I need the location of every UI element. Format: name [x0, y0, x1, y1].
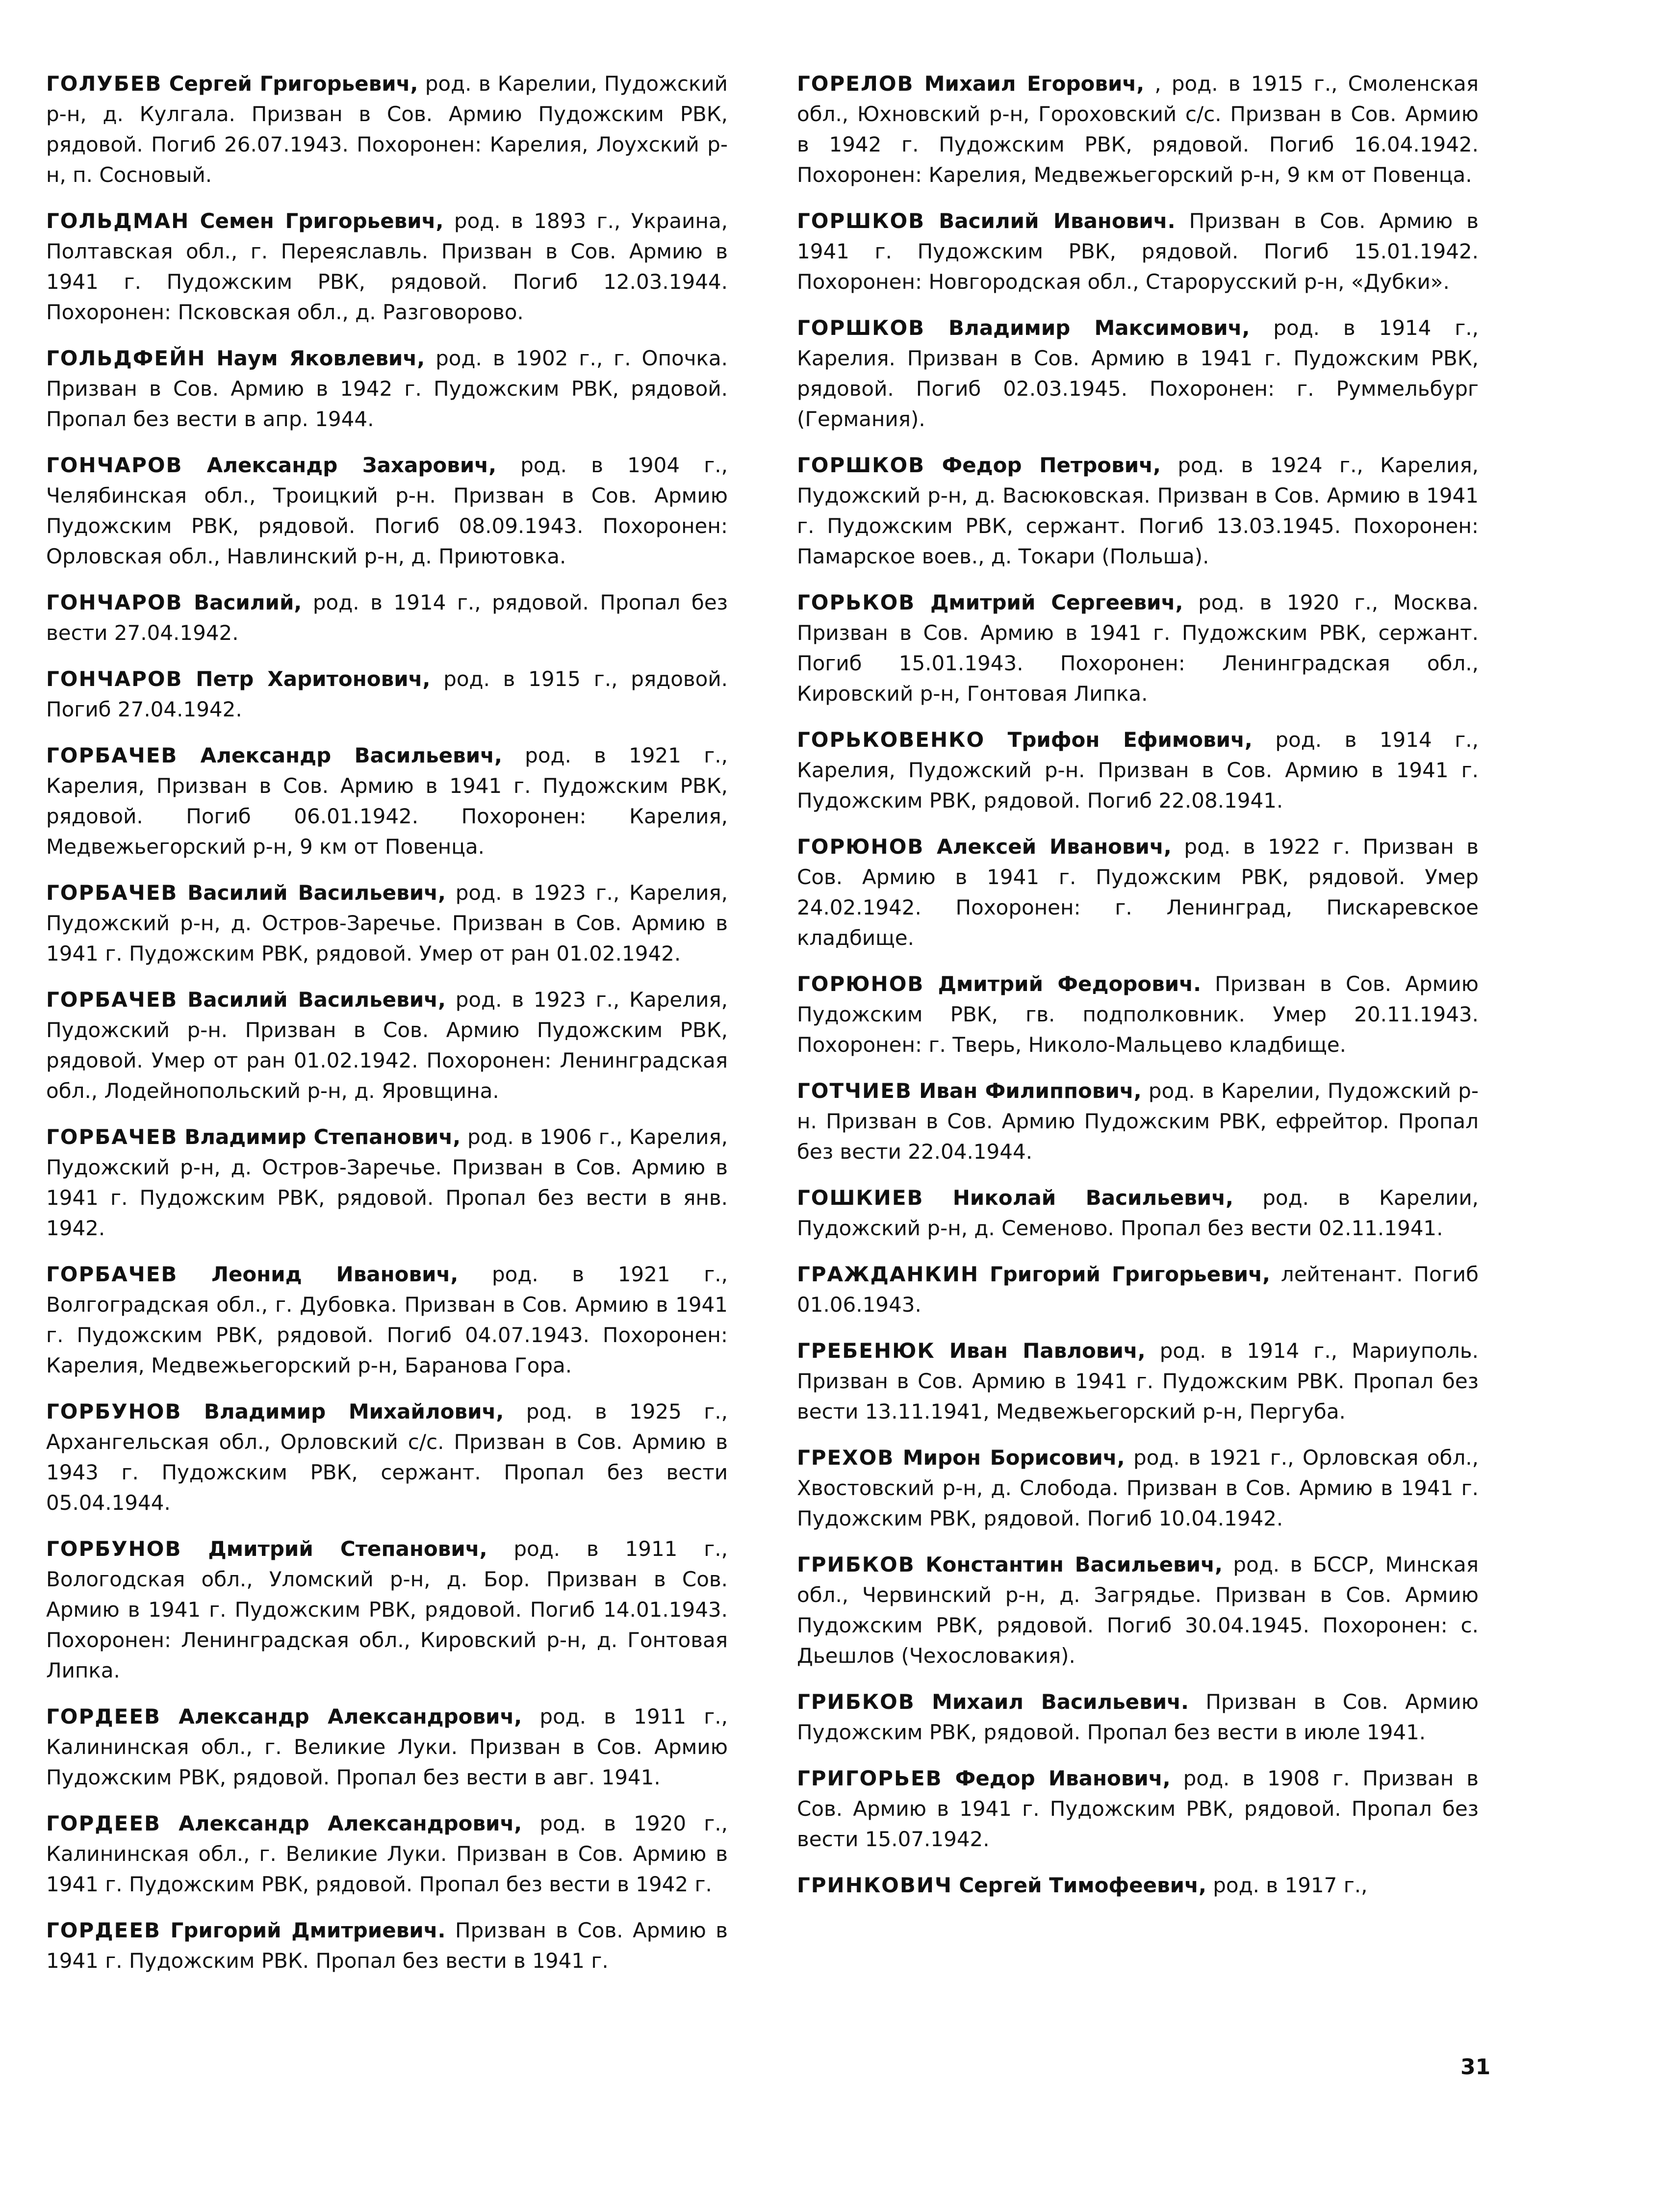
- entry-text: род. в 1914 г., Мариуполь. Призван в Сов. Армию в 1941 г. Пудожским РВК. Пропал без вести 13.11.1941, Медвежьегорский р-н, Пергуба.: [797, 1339, 1479, 1424]
- entry-given-name: Александр Александрович,: [179, 1704, 522, 1729]
- entry-text: род. в 1917 г.,: [1213, 1873, 1368, 1897]
- entry-surname: ГРЕХОВ: [797, 1446, 895, 1470]
- entry-text: род. в БССР, Минская обл., Червинский р-н, д. Загрядье. Призван в Сов. Армию Пудожским РВК, рядовой. Погиб 30.04.1945. Похоронен: с. Дьешлов (Чехословакия).: [797, 1552, 1479, 1668]
- entry-text: лейтенант. Погиб 01.06.1943.: [797, 1262, 1479, 1317]
- biography-entry: [46, 878, 728, 969]
- biography-entry: [46, 985, 728, 1106]
- entry-given-name: Василий Васильевич,: [187, 881, 446, 905]
- entry-surname: ГОРДЕЕВ: [46, 1811, 161, 1835]
- entry-given-name: Василий,: [194, 590, 302, 614]
- biography-entry: [797, 1550, 1479, 1671]
- left-column: [46, 69, 728, 1992]
- entry-surname: ГОРШКОВ: [797, 453, 925, 477]
- entry-surname: ГОРДЕЕВ: [46, 1704, 161, 1729]
- entry-surname: ГРИНКОВИЧ: [797, 1873, 952, 1897]
- entry-surname: ГОРБУНОВ: [46, 1537, 182, 1561]
- entry-given-name: Владимир Михайлович,: [204, 1399, 504, 1424]
- entry-text: род. в 1902 г., г. Опочка. Призван в Сов. Армию в 1942 г. Пудожским РВК, рядовой. Пропал без вести в апр. 1944.: [46, 346, 728, 431]
- biography-entry: [797, 1687, 1479, 1748]
- entry-surname: ГОЛУБЕВ: [46, 72, 162, 96]
- entry-given-name: Василий Васильевич,: [187, 988, 446, 1012]
- entry-surname: ГОРБАЧЕВ: [46, 1125, 178, 1149]
- entry-given-name: Петр Харитонович,: [196, 667, 431, 691]
- biography-entry: [46, 206, 728, 328]
- entry-given-name: Дмитрий Сергеевич,: [930, 590, 1183, 614]
- biography-entry: [797, 1763, 1479, 1855]
- entry-text: род. в 1911 г., Калининская обл., г. Великие Луки. Призван в Сов. Армию Пудожским РВК, рядовой. Пропал без вести в авг. 1941.: [46, 1704, 728, 1789]
- entry-given-name: Михаил Васильевич.: [932, 1690, 1189, 1714]
- entry-given-name: Наум Яковлевич,: [216, 346, 425, 370]
- entry-text: род. в 1911 г., Вологодская обл., Уломский р-н, д. Бор. Призван в Сов. Армию в 1941 г. Пудожским РВК, рядовой. Погиб 14.01.1943. Похоронен: Ленинградская обл., Кировский р-н, д. Гонтовая Липка.: [46, 1537, 728, 1682]
- entry-surname: ГОНЧАРОВ: [46, 667, 183, 691]
- biography-entry: [797, 313, 1479, 434]
- entry-text: род. в 1923 г., Карелия, Пудожский р-н. Призван в Сов. Армию Пудожским РВК, рядовой. Умер от ран 01.02.1942. Похоронен: Ленинградская обл., Лодейнопольский р-н, д. Яровщина.: [46, 988, 728, 1103]
- entry-given-name: Федор Петрович,: [942, 453, 1161, 477]
- entry-surname: ГОШКИЕВ: [797, 1186, 924, 1210]
- entry-text: род. в 1920 г., Калининская обл., г. Великие Луки. Призван в Сов. Армию в 1941 г. Пудожским РВК, рядовой. Пропал без вести в 1942 г.: [46, 1811, 728, 1896]
- biography-entry: [797, 1259, 1479, 1320]
- entry-surname: ГОРЕЛОВ: [797, 72, 914, 96]
- entry-text: род. в 1921 г., Карелия, Призван в Сов. Армию в 1941 г. Пудожским РВК, рядовой. Погиб 06.01.1942. Похоронен: Карелия, Медвежьегорский р-н, 9 км от Повенца.: [46, 743, 728, 859]
- entry-text: род. в 1922 г. Призван в Сов. Армию в 1941 г. Пудожским РВК, рядовой. Умер 24.02.1942. Похоронен: г. Ленинград, Пискаревское кладбище.: [797, 835, 1479, 950]
- biography-entry: [797, 725, 1479, 816]
- biography-entry: [46, 1259, 728, 1381]
- entry-text: род. в 1915 г., рядовой. Погиб 27.04.1942.: [46, 667, 728, 721]
- entry-given-name: Дмитрий Степанович,: [208, 1537, 487, 1561]
- biography-entry: [797, 1183, 1479, 1244]
- entry-surname: ГОРДЕЕВ: [46, 1918, 161, 1942]
- entry-text: Призван в Сов. Армию Пудожским РВК, рядовой. Пропал без вести в июле 1941.: [797, 1690, 1479, 1744]
- entry-given-name: Мирон Борисович,: [902, 1446, 1125, 1470]
- entry-given-name: Иван Филиппович,: [919, 1079, 1142, 1103]
- entry-surname: ГОРЮНОВ: [797, 972, 924, 996]
- entry-text: род. в 1904 г., Челябинская обл., Троицкий р-н. Призван в Сов. Армию Пудожским РВК, рядовой. Погиб 08.09.1943. Похоронен: Орловская обл., Навлинский р-н, д. Приютовка.: [46, 453, 728, 568]
- entry-given-name: Константин Васильевич,: [925, 1552, 1223, 1576]
- biography-entry: [46, 1915, 728, 1976]
- entry-given-name: Трифон Ефимович,: [1007, 728, 1253, 752]
- entry-text: род. в 1908 г. Призван в Сов. Армию в 1941 г. Пудожским РВК, рядовой. Пропал без вести 15.07.1942.: [797, 1766, 1479, 1851]
- entry-given-name: Алексей Иванович,: [937, 835, 1172, 859]
- entry-surname: ГОРЬКОВ: [797, 590, 916, 614]
- biography-entry: [797, 206, 1479, 297]
- entry-text: род. в 1906 г., Карелия, Пудожский р-н, д. Остров-Заречье. Призван в Сов. Армию в 1941 г. Пудожским РВК, рядовой. Пропал без вести в янв. 1942.: [46, 1125, 728, 1240]
- entry-given-name: Григорий Дмитриевич.: [170, 1918, 446, 1942]
- entry-surname: ГОРБАЧЕВ: [46, 743, 178, 767]
- entry-given-name: Федор Иванович,: [955, 1766, 1171, 1790]
- entry-surname: ГРИГОРЬЕВ: [797, 1766, 943, 1790]
- entry-surname: ГРИБКОВ: [797, 1552, 915, 1576]
- entry-given-name: Александр Васильевич,: [200, 743, 502, 767]
- biography-entry: [797, 832, 1479, 953]
- biography-entry: [797, 587, 1479, 709]
- entry-surname: ГОЛЬДМАН: [46, 209, 190, 233]
- entry-surname: ГОТЧИЕВ: [797, 1079, 912, 1103]
- entry-given-name: Сергей Григорьевич,: [169, 72, 418, 96]
- entry-given-name: Сергей Тимофеевич,: [959, 1873, 1206, 1897]
- entry-surname: ГОРЬКОВЕНКО: [797, 728, 985, 752]
- entry-text: род. в Карелии, Пудожский р-н, д. Кулгала. Призван в Сов. Армию Пудожским РВК, рядовой. Погиб 26.07.1943. Похоронен: Карелия, Лоухский р-н, п. Сосновый.: [46, 72, 728, 187]
- entry-text: род. в 1893 г., Украина, Полтавская обл., г. Переяславль. Призван в Сов. Армию в 1941 г. Пудожским РВК, рядовой. Погиб 12.03.1944. Похоронен: Псковская обл., д. Разговорово.: [46, 209, 728, 324]
- entry-text: род. в 1914 г., рядовой. Пропал без вести 27.04.1942.: [46, 590, 728, 645]
- biography-entry: [46, 664, 728, 725]
- entry-surname: ГРАЖДАНКИН: [797, 1262, 979, 1286]
- biography-entry: [46, 450, 728, 572]
- entry-text: род. в 1921 г., Орловская обл., Хвостовский р-н, д. Слобода. Призван в Сов. Армию в 1941 г. Пудожским РВК, рядовой. Погиб 10.04.1942.: [797, 1446, 1479, 1530]
- entry-given-name: Иван Павлович,: [949, 1339, 1146, 1363]
- entry-surname: ГОЛЬДФЕЙН: [46, 346, 206, 370]
- entry-text: род. в 1920 г., Москва. Призван в Сов. Армию в 1941 г. Пудожским РВК, сержант. Погиб 15.01.1943. Похоронен: Ленинградская обл., Кировский р-н, Гонтовая Липка.: [797, 590, 1479, 706]
- entry-text: Призван в Сов. Армию в 1941 г. Пудожским РВК. Пропал без вести в 1941 г.: [46, 1918, 728, 1973]
- entry-given-name: Александр Александрович,: [179, 1811, 522, 1835]
- entry-given-name: Григорий Григорьевич,: [989, 1262, 1271, 1286]
- entry-given-name: Владимир Степанович,: [184, 1125, 461, 1149]
- biography-entry: [46, 1397, 728, 1518]
- biography-entry: [46, 1534, 728, 1686]
- biography-entry: [797, 450, 1479, 572]
- biography-entry: [797, 1443, 1479, 1534]
- entry-text: род. в 1925 г., Архангельская обл., Орловский с/с. Призван в Сов. Армию в 1943 г. Пудожским РВК, сержант. Пропал без вести 05.04.1944.: [46, 1399, 728, 1515]
- entry-text: род. в 1923 г., Карелия, Пудожский р-н, д. Остров-Заречье. Призван в Сов. Армию в 1941 г. Пудожским РВК, рядовой. Умер от ран 01.02.1942.: [46, 881, 728, 966]
- entry-text: , род. в 1915 г., Смоленская обл., Юхновский р-н, Гороховский с/с. Призван в Сов. Армию в 1942 г. Пудожским РВК, рядовой. Погиб 16.04.1942. Похоронен: Карелия, Медвежьегорский р-н, 9 км от Повенца.: [797, 72, 1479, 187]
- entry-text: род. в Карелии, Пудожский р-н. Призван в Сов. Армию Пудожским РВК, ефрейтор. Пропал без вести 22.04.1944.: [797, 1079, 1479, 1164]
- entry-surname: ГРЕБЕНЮК: [797, 1339, 935, 1363]
- entry-text: род. в 1924 г., Карелия, Пудожский р-н, д. Васюковская. Призван в Сов. Армию в 1941 г. Пудожским РВК, сержант. Погиб 13.03.1945. Похоронен: Памарское воев., д. Токари (Польша).: [797, 453, 1479, 568]
- biography-entry: [46, 343, 728, 434]
- entry-surname: ГОРБАЧЕВ: [46, 988, 178, 1012]
- entry-given-name: Леонид Иванович,: [211, 1262, 459, 1286]
- biography-entry: [797, 1870, 1479, 1901]
- entry-text: род. в 1914 г., Карелия, Пудожский р-н. Призван в Сов. Армию в 1941 г. Пудожским РВК, рядовой. Погиб 22.08.1941.: [797, 728, 1479, 813]
- entry-given-name: Михаил Егорович,: [924, 72, 1145, 96]
- biography-entry: [797, 1336, 1479, 1427]
- entry-text: Призван в Сов. Армию в 1941 г. Пудожским РВК, рядовой. Погиб 15.01.1942. Похоронен: Новгородская обл., Старорусский р-н, «Дубки».: [797, 209, 1479, 294]
- biography-entry: [797, 69, 1479, 190]
- biography-entry: [46, 69, 728, 190]
- entry-given-name: Василий Иванович.: [939, 209, 1176, 233]
- entry-surname: ГОРЮНОВ: [797, 835, 924, 859]
- entry-given-name: Николай Васильевич,: [952, 1186, 1234, 1210]
- biography-entry: [46, 740, 728, 862]
- biography-entry: [797, 1076, 1479, 1167]
- entry-text: Призван в Сов. Армию Пудожским РВК, гв. подполковник. Умер 20.11.1943. Похоронен: г. Тверь, Николо-Мальцево кладбище.: [797, 972, 1479, 1057]
- entry-surname: ГРИБКОВ: [797, 1690, 915, 1714]
- entry-given-name: Семен Григорьевич,: [200, 209, 444, 233]
- entry-surname: ГОРБАЧЕВ: [46, 1262, 178, 1286]
- entry-given-name: Александр Захарович,: [206, 453, 497, 477]
- biography-entry: [46, 587, 728, 648]
- entry-surname: ГОНЧАРОВ: [46, 590, 183, 614]
- entry-given-name: Дмитрий Федорович.: [938, 972, 1202, 996]
- biography-entry: [46, 1702, 728, 1793]
- entry-text: род. в Карелии, Пудожский р-н, д. Семеново. Пропал без вести 02.11.1941.: [797, 1186, 1479, 1240]
- entry-surname: ГОРШКОВ: [797, 209, 925, 233]
- entry-surname: ГОРБУНОВ: [46, 1399, 182, 1424]
- page-number: 31: [1460, 2055, 1491, 2080]
- biography-entry: [46, 1808, 728, 1900]
- biography-entry: [797, 969, 1479, 1060]
- entry-text: род. в 1921 г., Волгоградская обл., г. Дубовка. Призван в Сов. Армию в 1941 г. Пудожским РВК, рядовой. Погиб 04.07.1943. Похоронен: Карелия, Медвежьегорский р-н, Баранова Гора.: [46, 1262, 728, 1377]
- entry-surname: ГОРБАЧЕВ: [46, 881, 178, 905]
- entry-surname: ГОНЧАРОВ: [46, 453, 183, 477]
- entry-surname: ГОРШКОВ: [797, 316, 925, 340]
- entry-text: род. в 1914 г., Карелия. Призван в Сов. Армию в 1941 г. Пудожским РВК, рядовой. Погиб 02.03.1945. Похоронен: г. Руммельбург (Германия).: [797, 316, 1479, 431]
- entry-given-name: Владимир Максимович,: [948, 316, 1250, 340]
- right-column: [797, 69, 1479, 1916]
- biography-entry: [46, 1122, 728, 1244]
